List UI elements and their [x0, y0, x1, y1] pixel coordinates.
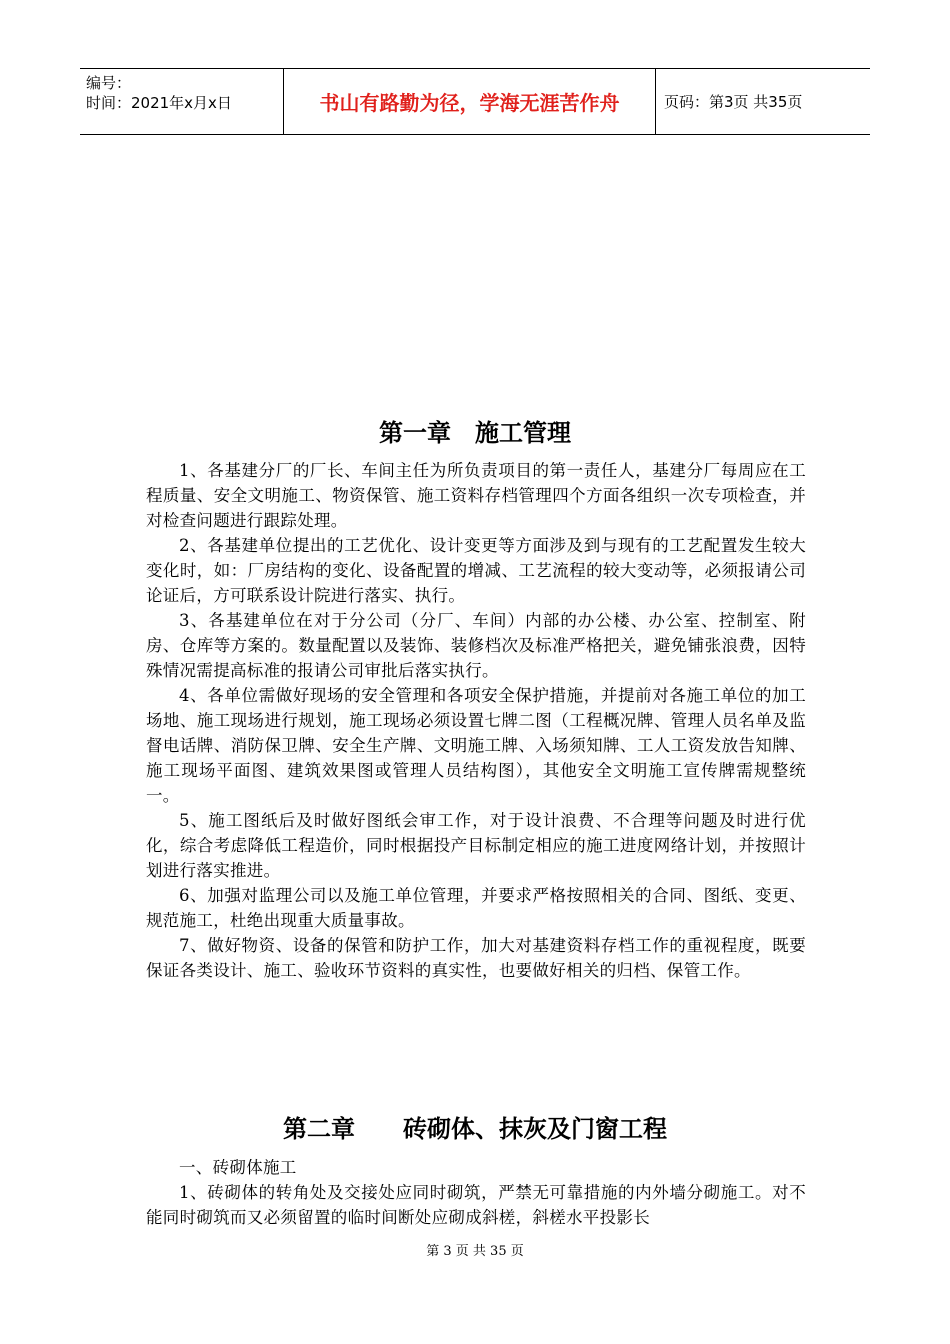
- chapter-1-paragraph-5: 5、施工图纸后及时做好图纸会审工作，对于设计浪费、不合理等问题及时进行优化，综合考虑降低工程造价，同时根据投产目标制定相应的施工进度网络计划，并按照计划进行落实推进。: [146, 811, 806, 880]
- chapter-2-paragraph-1: 1、砖砌体的转角处及交接处应同时砌筑，严禁无可靠措施的内外墙分砌施工。对不能同时砌筑而又必须留置的临时间断处应砌成斜槎，斜槎水平投影长: [146, 1183, 806, 1227]
- chapter-1-paragraph-6: 6、加强对监理公司以及施工单位管理，并要求严格按照相关的合同、图纸、变更、规范施工，杜绝出现重大质量事故。: [146, 886, 806, 930]
- document-date-label: 时间：2021年x月x日: [86, 94, 232, 112]
- chapter-1-paragraph-1: 1、各基建分厂的厂长、车间主任为所负责项目的第一责任人，基建分厂每周应在工程质量、安全文明施工、物资保管、施工资料存档管理四个方面各组织一次专项检查，并对检查问题进行跟踪处理。: [146, 461, 806, 530]
- chapter-1-paragraph-7: 7、做好物资、设备的保管和防护工作，加大对基建资料存档工作的重视程度，既要保证各类设计、施工、验收环节资料的真实性，也要做好相关的归档、保管工作。: [146, 936, 806, 980]
- page-header: [80, 68, 870, 135]
- chapter-1-paragraph-4: 4、各单位需做好现场的安全管理和各项安全保护措施，并提前对各施工单位的加工场地、施工现场进行规划，施工现场必须设置七牌二图（工程概况牌、管理人员名单及监督电话牌、消防保卫牌、安全生产牌、文明施工牌、入场须知牌、工人工资发放告知牌、施工现场平面图、建筑效果图或管理人员结构图），其他安全文明施工宣传牌需规整统一。: [146, 686, 806, 805]
- chapter-1-paragraph-3: 3、各基建单位在对于分公司（分厂、车间）内部的办公楼、办公室、控制室、附房、仓库等方案的。数量配置以及装饰、装修档次及标准严格把关，避免铺张浪费，因特殊情况需提高标准的报请公司审批后落实执行。: [146, 611, 806, 680]
- header-page-info: 页码：第3页 共35页: [664, 93, 803, 111]
- chapter-2-title: 第二章 砖砌体、抹灰及门窗工程: [283, 1115, 667, 1143]
- document-number-label: 编号：: [86, 74, 132, 92]
- chapter-1-body: [146, 458, 806, 983]
- chapter-2-body: [146, 1155, 806, 1230]
- page-footer: 第 3 页 共 35 页: [426, 1244, 524, 1259]
- header-motto: 书山有路勤为径，学海无涯苦作舟: [283, 69, 656, 134]
- chapter-1-paragraph-2: 2、各基建单位提出的工艺优化、设计变更等方面涉及到与现有的工艺配置发生较大变化时，如：厂房结构的变化、设备配置的增减、工艺流程的较大变动等，必须报请公司论证后，方可联系设计院进行落实、执行。: [146, 536, 806, 605]
- header-meta: [80, 69, 283, 134]
- chapter-2-section-heading: 一、砖砌体施工: [179, 1158, 297, 1177]
- chapter-1-title: 第一章 施工管理: [379, 419, 571, 447]
